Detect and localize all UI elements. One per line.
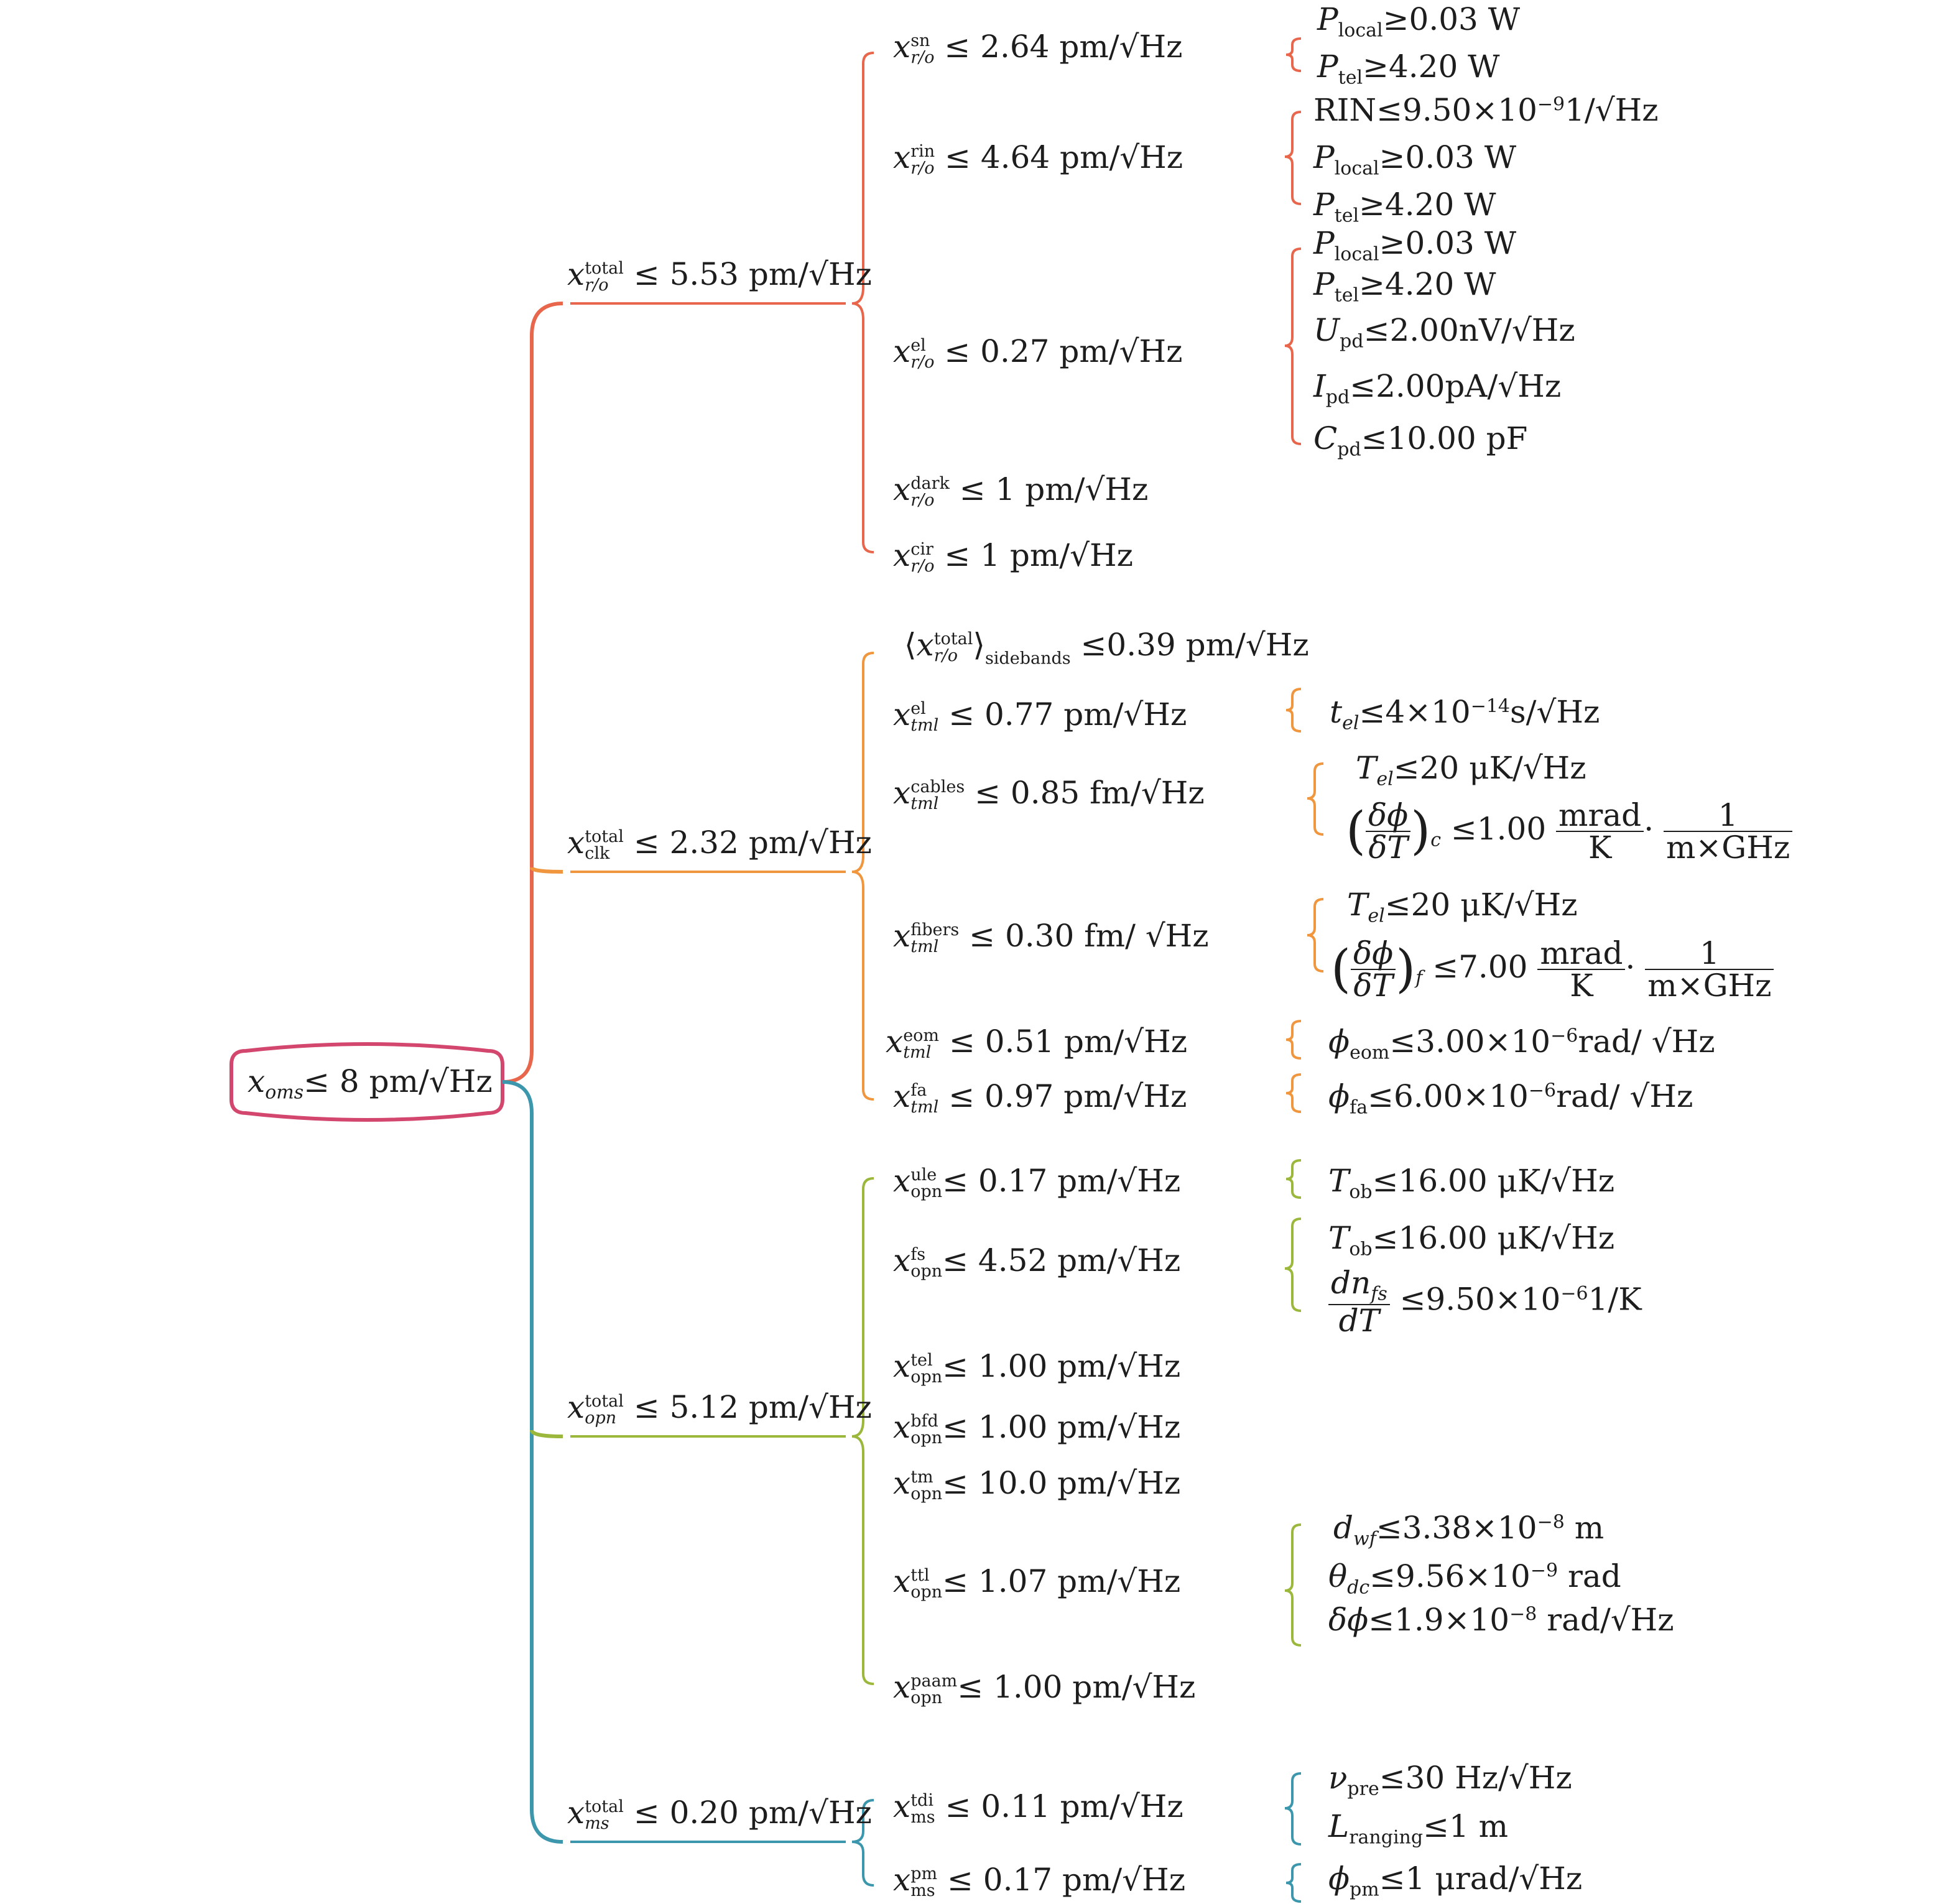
- fibers-sup: fibers: [910, 920, 960, 940]
- ttl-sup: ttl: [910, 1566, 930, 1585]
- optical-child-fs: [893, 1242, 1181, 1281]
- readout-child-sn: [893, 31, 1182, 66]
- req-exponent: −6: [1550, 1025, 1578, 1047]
- el-brace: [1285, 249, 1301, 444]
- clock-head-sub: clk: [585, 844, 610, 863]
- clock-child-sidebands: [904, 629, 1309, 667]
- req-relation: ≤4×10: [1359, 694, 1471, 730]
- ms-head-sup: total: [585, 1797, 624, 1816]
- req-symbol: d: [1333, 1510, 1354, 1546]
- ms-head-sub: ms: [585, 1814, 609, 1833]
- rin-sup: rin: [910, 142, 935, 161]
- req-subscript: fs: [1371, 1283, 1387, 1305]
- ttl-symbol: x: [893, 1563, 911, 1599]
- clock-head-relation: ≤ 2.32 pm/√Hz: [633, 825, 872, 861]
- connector-root-optical: [532, 1430, 563, 1436]
- factor-denominator: m×GHz: [1665, 830, 1790, 866]
- clock-head-sup: total: [585, 827, 624, 846]
- fibers-symbol: x: [893, 918, 911, 954]
- req-rin-plocal: [1313, 139, 1517, 180]
- req-el-upd: [1313, 312, 1575, 353]
- req-relation: RIN≤9.50×10: [1313, 92, 1537, 128]
- req-subscript: ob: [1349, 1181, 1373, 1203]
- connector-root-readout: [502, 303, 563, 1082]
- pm-brace: [1286, 1864, 1301, 1902]
- req-subscript: tel: [1334, 205, 1359, 227]
- tel-sub: opn: [910, 1367, 943, 1387]
- dark-sub: r/o: [910, 491, 935, 510]
- connector-root-clock: [532, 867, 563, 872]
- req-symbol: P: [1313, 139, 1335, 175]
- tdi-brace: [1285, 1773, 1301, 1844]
- pm-relation: ≤ 0.17 pm/√Hz: [947, 1862, 1186, 1898]
- angle-bracket-left: ⟨: [904, 627, 917, 663]
- req-symbol: T: [1328, 1220, 1350, 1256]
- req-unit: rad/ √Hz: [1578, 1024, 1715, 1060]
- req-tdi-nu: [1328, 1762, 1572, 1799]
- readout-head-sub: r/o: [585, 275, 609, 295]
- optical-head-relation: ≤ 5.12 pm/√Hz: [633, 1389, 872, 1425]
- fraction-numerator: dn: [1331, 1265, 1371, 1301]
- req-relation: ≤1.00: [1450, 811, 1547, 847]
- factor-numerator: 1: [1664, 800, 1792, 832]
- ttl-sub: opn: [910, 1583, 943, 1602]
- req-fibers-tel: [1347, 889, 1578, 926]
- readout-child-el: [893, 333, 1183, 372]
- req-subscript: pd: [1340, 330, 1364, 353]
- unit-numerator: mrad: [1556, 800, 1644, 832]
- tm-symbol: x: [893, 1465, 911, 1501]
- readout-head-symbol: x: [567, 256, 585, 292]
- tml-el-relation: ≤ 0.77 pm/√Hz: [948, 696, 1187, 732]
- req-subscript: f: [1415, 967, 1423, 989]
- pm-sub: ms: [910, 1881, 935, 1900]
- req-subscript: tel: [1338, 67, 1363, 89]
- readout-child-cir: [893, 537, 1133, 576]
- tdi-sub: ms: [910, 1808, 935, 1827]
- cables-symbol: x: [893, 775, 911, 811]
- cables-sub: tml: [910, 794, 939, 813]
- ms-head: [567, 1797, 872, 1832]
- sn-sup: sn: [910, 31, 930, 50]
- root-node-label: [248, 1063, 493, 1104]
- req-relation: ≤7.00: [1432, 949, 1528, 985]
- req-el-ptel: [1313, 266, 1496, 307]
- cables-relation: ≤ 0.85 fm/√Hz: [975, 775, 1205, 811]
- req-exponent: −6: [1560, 1282, 1588, 1305]
- fraction-numerator: δϕ: [1366, 800, 1410, 832]
- ule-sub: opn: [910, 1182, 943, 1201]
- req-subscript: ranging: [1349, 1826, 1424, 1849]
- fraction-denominator: δT: [1353, 968, 1393, 1004]
- req-symbol: P: [1317, 49, 1338, 85]
- pm-sup: pm: [910, 1864, 938, 1883]
- bfd-symbol: x: [893, 1409, 911, 1445]
- req-ttl-dwf: [1333, 1512, 1604, 1549]
- req-symbol: I: [1313, 368, 1326, 404]
- ms-head-relation: ≤ 0.20 pm/√Hz: [633, 1795, 872, 1831]
- readout-brace: [852, 53, 874, 552]
- fibers-sub: tml: [910, 937, 939, 956]
- readout-child-rin: [893, 139, 1183, 178]
- req-subscript: pre: [1347, 1778, 1379, 1800]
- unit-denominator: K: [1588, 830, 1612, 866]
- paren-right: ): [1396, 940, 1416, 999]
- paren-right: ): [1410, 802, 1431, 861]
- ule-sup: ule: [910, 1165, 937, 1185]
- ms-head-symbol: x: [567, 1795, 585, 1831]
- optical-child-bfd: [893, 1409, 1181, 1448]
- req-subscript: eom: [1350, 1042, 1390, 1064]
- req-unit: s/√Hz: [1510, 694, 1600, 730]
- req-subscript: pd: [1337, 438, 1361, 461]
- req-subscript: local: [1334, 157, 1379, 180]
- req-relation: ≥4.20 W: [1363, 49, 1500, 85]
- tdi-relation: ≤ 0.11 pm/√Hz: [945, 1788, 1183, 1824]
- tm-sub: opn: [910, 1484, 943, 1504]
- fa-symbol: x: [893, 1078, 911, 1114]
- req-fa: [1328, 1078, 1693, 1119]
- req-symbol: ϕ: [1328, 1024, 1350, 1060]
- optical-child-tm: [893, 1467, 1180, 1502]
- req-subscript: c: [1430, 829, 1441, 851]
- req-tdi-ranging: [1328, 1808, 1509, 1849]
- fa-sup: fa: [910, 1081, 927, 1100]
- sidebands-symbol: x: [916, 627, 934, 663]
- tdi-sup: tdi: [910, 1791, 933, 1810]
- req-exponent: −8: [1537, 1511, 1565, 1533]
- paam-sub: opn: [910, 1688, 943, 1708]
- req-relation: ≥0.03 W: [1379, 225, 1517, 261]
- req-relation: ≤20 μK/√Hz: [1393, 750, 1586, 786]
- root-subscript: oms: [265, 1081, 304, 1104]
- req-ttl-dphi: [1328, 1602, 1674, 1638]
- tel-brace: [1286, 689, 1301, 731]
- fraction-denominator: δT: [1368, 830, 1408, 866]
- sidebands-sub: r/o: [933, 646, 958, 665]
- req-relation: ≤3.38×10: [1376, 1510, 1537, 1546]
- req-relation: ≤30 Hz/√Hz: [1379, 1760, 1572, 1796]
- req-tel: [1330, 696, 1600, 733]
- req-relation: ≤3.00×10: [1389, 1024, 1551, 1060]
- req-relation: ≥4.20 W: [1359, 266, 1496, 302]
- fraction-denominator: dT: [1338, 1302, 1380, 1339]
- factor-numerator: 1: [1645, 938, 1774, 970]
- req-subscript: local: [1338, 19, 1383, 42]
- eom-sub: tml: [903, 1043, 932, 1062]
- readout-head: [567, 256, 872, 295]
- tm-relation: ≤ 10.0 pm/√Hz: [942, 1465, 1181, 1501]
- bfd-sub: opn: [910, 1428, 943, 1448]
- el-sup: el: [910, 336, 926, 355]
- tml-el-sub: tml: [910, 716, 939, 735]
- tel-sup: tel: [910, 1351, 933, 1370]
- cables-brace: [1307, 764, 1323, 834]
- connector-root-ms: [502, 1082, 563, 1842]
- fibers-brace: [1307, 899, 1323, 971]
- optical-brace: [852, 1178, 874, 1684]
- clock-child-el: [893, 696, 1187, 735]
- req-subscript: pm: [1350, 1879, 1379, 1901]
- optical-head-sup: total: [585, 1392, 624, 1411]
- cir-relation: ≤ 1 pm/√Hz: [944, 537, 1133, 573]
- req-fs-tob: [1328, 1222, 1614, 1259]
- req-cables-tel: [1356, 752, 1586, 789]
- rin-sub: r/o: [910, 159, 935, 178]
- clock-head-symbol: x: [567, 825, 585, 861]
- paam-symbol: x: [893, 1669, 911, 1705]
- req-subscript: el: [1376, 768, 1394, 790]
- req-subscript: tel: [1334, 284, 1359, 307]
- req-unit: 1/K: [1588, 1281, 1642, 1318]
- req-sn-ptel: [1317, 51, 1500, 88]
- req-unit: rad/√Hz: [1537, 1602, 1674, 1638]
- ttl-relation: ≤ 1.07 pm/√Hz: [942, 1563, 1181, 1599]
- req-subscript: el: [1342, 712, 1359, 734]
- clock-child-fibers: [893, 920, 1209, 955]
- req-exponent: −6: [1528, 1079, 1557, 1102]
- sidebands-sup: total: [933, 629, 973, 649]
- sn-brace: [1286, 39, 1301, 71]
- req-symbol: T: [1347, 887, 1368, 923]
- cir-sub: r/o: [910, 557, 935, 576]
- req-unit: rad: [1558, 1558, 1621, 1594]
- optical-head: [567, 1389, 872, 1428]
- rin-symbol: x: [893, 139, 911, 175]
- paren-left: (: [1346, 802, 1366, 861]
- req-symbol: δϕ: [1328, 1602, 1369, 1638]
- unit-numerator: mrad: [1537, 938, 1625, 970]
- req-el-ipd: [1313, 368, 1562, 409]
- fs-sub: opn: [910, 1262, 943, 1281]
- readout-child-dark: [893, 471, 1149, 510]
- req-exponent: −8: [1509, 1603, 1537, 1625]
- optical-head-sub: opn: [585, 1408, 617, 1428]
- req-symbol: θ: [1328, 1558, 1348, 1594]
- req-ule: [1328, 1165, 1614, 1202]
- root-relation: ≤ 8 pm/√Hz: [303, 1063, 493, 1099]
- fs-symbol: x: [893, 1242, 911, 1278]
- req-subscript: ob: [1349, 1238, 1373, 1260]
- root-symbol: x: [248, 1063, 266, 1099]
- dark-sup: dark: [910, 474, 950, 493]
- dark-symbol: x: [893, 471, 911, 507]
- req-symbol: U: [1313, 312, 1340, 348]
- req-symbol: C: [1313, 420, 1338, 456]
- req-unit: rad/ √Hz: [1556, 1078, 1693, 1114]
- req-symbol: T: [1356, 750, 1377, 786]
- ule-relation: ≤ 0.17 pm/√Hz: [942, 1163, 1181, 1199]
- fs-relation: ≤ 4.52 pm/√Hz: [942, 1242, 1181, 1278]
- req-symbol: ν: [1328, 1760, 1348, 1796]
- unit-denominator: K: [1570, 968, 1593, 1004]
- req-symbol: t: [1330, 694, 1343, 730]
- optical-child-tel: [893, 1348, 1181, 1387]
- cir-symbol: x: [893, 537, 911, 573]
- req-symbol: P: [1313, 225, 1335, 261]
- rin-brace: [1285, 112, 1301, 204]
- req-subscript: pd: [1325, 386, 1350, 409]
- req-exponent: −14: [1470, 695, 1510, 718]
- req-el-cpd: [1313, 420, 1528, 461]
- optical-head-symbol: x: [567, 1389, 585, 1425]
- req-symbol: P: [1317, 1, 1338, 37]
- req-relation: ≤16.00 μK/√Hz: [1372, 1163, 1615, 1199]
- fibers-relation: ≤ 0.30 fm/ √Hz: [969, 918, 1209, 954]
- paren-left: (: [1331, 940, 1351, 999]
- req-subscript: fa: [1350, 1096, 1368, 1119]
- req-relation: ≤1 μrad/√Hz: [1379, 1860, 1583, 1897]
- sidebands-relation: ≤0.39 pm/√Hz: [1080, 627, 1309, 663]
- tml-el-sup: el: [910, 699, 926, 718]
- req-relation: ≤1 m: [1423, 1808, 1509, 1844]
- req-subscript: el: [1368, 905, 1385, 927]
- readout-head-sup: total: [585, 259, 624, 278]
- req-relation: ≤2.00pA/√Hz: [1350, 368, 1562, 404]
- cables-sup: cables: [910, 777, 965, 797]
- eom-symbol: x: [886, 1024, 904, 1060]
- fraction-numerator: δϕ: [1351, 938, 1396, 970]
- sn-relation: ≤ 2.64 pm/√Hz: [944, 29, 1183, 65]
- clock-head: [567, 827, 872, 862]
- sn-symbol: x: [893, 29, 911, 65]
- el-sub: r/o: [910, 353, 935, 372]
- clock-child-cables: [893, 777, 1205, 812]
- tml-el-symbol: x: [893, 696, 911, 732]
- tm-sup: tm: [910, 1467, 933, 1487]
- req-relation: ≤9.56×10: [1369, 1558, 1531, 1594]
- paam-relation: ≤ 1.00 pm/√Hz: [957, 1669, 1196, 1705]
- req-relation: ≤1.9×10: [1368, 1602, 1510, 1638]
- req-exponent: −9: [1530, 1560, 1558, 1582]
- req-symbol: ϕ: [1328, 1078, 1350, 1114]
- req-eom: [1328, 1026, 1715, 1063]
- ms-child-tdi: [893, 1788, 1183, 1827]
- ule-brace: [1286, 1160, 1301, 1198]
- req-fibers-dphi: ( $\frac{\delta\phi}{\delta T}$ )$_f \le 7.00$ $\frac{\text{mrad}}{K}$ · $\frac{1}{\text{m×GHz}}$: [1331, 938, 1774, 1001]
- fs-brace: [1285, 1219, 1301, 1311]
- req-relation: ≤6.00×10: [1368, 1078, 1529, 1114]
- bfd-relation: ≤ 1.00 pm/√Hz: [942, 1409, 1181, 1445]
- eom-brace: [1286, 1021, 1301, 1058]
- req-symbol: L: [1328, 1808, 1350, 1844]
- fs-sup: fs: [910, 1245, 926, 1264]
- req-subscript: dc: [1347, 1576, 1370, 1599]
- req-unit: 1/√Hz: [1565, 92, 1659, 128]
- req-relation: ≥4.20 W: [1359, 187, 1496, 223]
- req-exponent: −9: [1537, 93, 1565, 116]
- req-cables-dphi: ( $\frac{\delta\phi}{\delta T}$ )$_c \le 1.00$ $\frac{\text{mrad}}{K}$ · $\frac{1}{\text{m×GHz}}$: [1346, 800, 1792, 863]
- req-relation: ≤2.00nV/√Hz: [1363, 312, 1575, 348]
- tel-relation: ≤ 1.00 pm/√Hz: [942, 1348, 1181, 1384]
- bfd-sup: bfd: [910, 1412, 938, 1431]
- optical-child-paam: [893, 1671, 1195, 1706]
- req-relation: ≤9.50×10: [1399, 1281, 1561, 1318]
- req-subscript: wf: [1353, 1528, 1376, 1550]
- req-symbol: ϕ: [1328, 1860, 1350, 1897]
- req-relation: ≤10.00 pF: [1361, 420, 1528, 456]
- paam-sup: paam: [910, 1671, 958, 1691]
- fa-brace: [1286, 1074, 1301, 1112]
- req-sn-plocal: [1317, 1, 1521, 42]
- clock-brace: [852, 653, 874, 1099]
- ule-symbol: x: [893, 1163, 911, 1199]
- req-rin-ptel: [1313, 189, 1496, 226]
- clock-child-fa: [893, 1078, 1187, 1117]
- fa-sub: tml: [910, 1098, 939, 1117]
- req-subscript: local: [1334, 243, 1379, 266]
- el-relation: ≤ 0.27 pm/√Hz: [944, 333, 1183, 369]
- req-relation: ≤16.00 μK/√Hz: [1372, 1220, 1615, 1256]
- req-relation: ≤20 μK/√Hz: [1384, 887, 1578, 923]
- optical-child-ule: [893, 1165, 1180, 1200]
- req-pm: [1328, 1860, 1583, 1901]
- ttl-brace: [1285, 1525, 1301, 1645]
- req-relation: ≥0.03 W: [1379, 139, 1517, 175]
- el-symbol: x: [893, 333, 911, 369]
- eom-sup: eom: [903, 1026, 940, 1045]
- ms-child-pm: [893, 1864, 1185, 1899]
- req-relation: ≥0.03 W: [1382, 1, 1521, 37]
- req-el-plocal: [1313, 225, 1517, 266]
- req-unit: m: [1564, 1510, 1605, 1546]
- tdi-symbol: x: [893, 1788, 911, 1824]
- sidebands-label: sidebands: [984, 649, 1071, 668]
- clock-child-eom: [886, 1026, 1187, 1061]
- cir-sup: cir: [910, 540, 933, 559]
- readout-head-relation: ≤ 5.53 pm/√Hz: [633, 256, 872, 292]
- pm-symbol: x: [893, 1862, 911, 1898]
- req-rin-rin: [1313, 92, 1659, 128]
- req-ttl-theta: [1328, 1558, 1621, 1599]
- fa-relation: ≤ 0.97 pm/√Hz: [948, 1078, 1187, 1114]
- req-symbol: T: [1328, 1163, 1350, 1199]
- sn-sub: r/o: [910, 48, 935, 67]
- angle-bracket-right: ⟩: [973, 627, 985, 663]
- req-symbol: P: [1313, 266, 1335, 302]
- eom-relation: ≤ 0.51 pm/√Hz: [948, 1024, 1188, 1060]
- req-fs-dndt: [1328, 1265, 1642, 1339]
- optical-child-ttl: [893, 1563, 1181, 1602]
- factor-denominator: m×GHz: [1647, 968, 1772, 1004]
- tel-symbol: x: [893, 1348, 911, 1384]
- dark-relation: ≤ 1 pm/√Hz: [959, 471, 1149, 507]
- req-symbol: P: [1313, 187, 1335, 223]
- rin-relation: ≤ 4.64 pm/√Hz: [945, 139, 1183, 175]
